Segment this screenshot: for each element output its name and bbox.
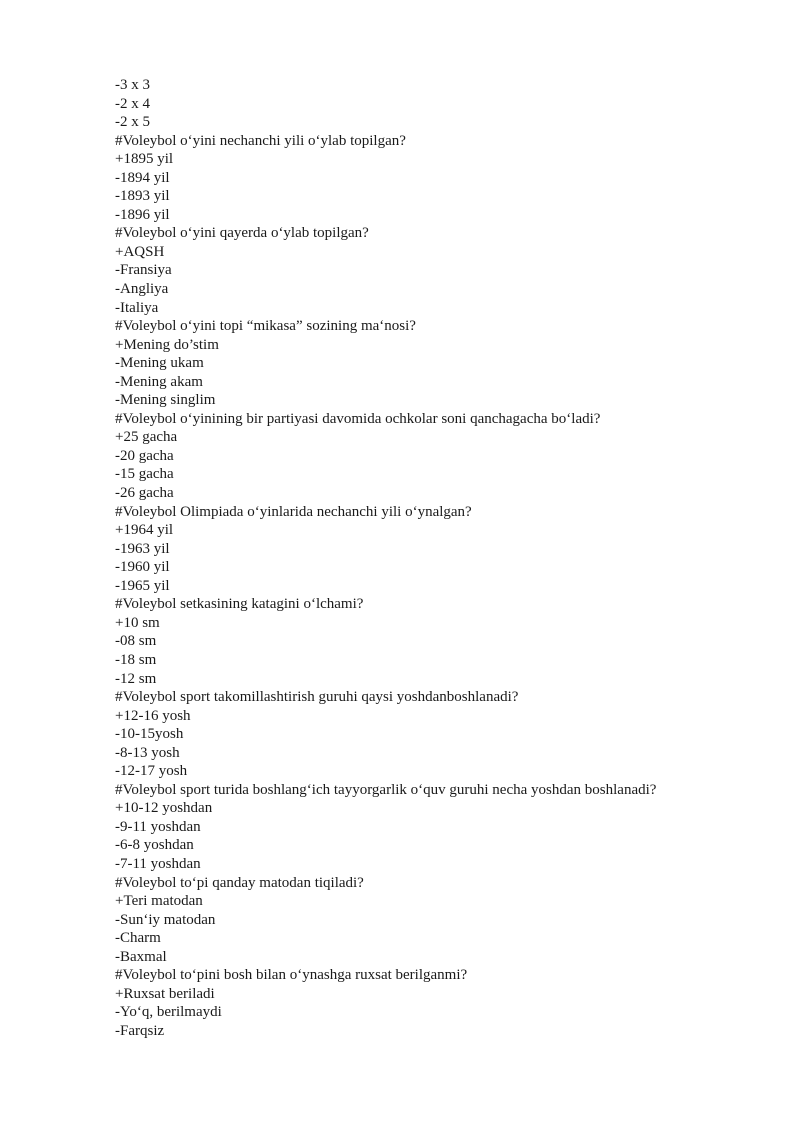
answer-option-line: -9-11 yoshdan: [115, 818, 201, 835]
answer-option-line: -08 sm: [115, 633, 157, 650]
question-line: #Voleybol o‘yinining bir partiyasi davomida ochkolar soni qanchagacha bo‘ladi?: [115, 410, 601, 427]
answer-option-line: -1894 yil: [115, 169, 170, 186]
answer-option-line: -1963 yil: [115, 540, 170, 557]
correct-answer-line: +AQSH: [115, 243, 165, 260]
answer-option-line: -Mening singlim: [115, 392, 216, 409]
answer-option-line: -8-13 yosh: [115, 744, 180, 761]
answer-option-line: -Farqsiz: [115, 1022, 165, 1039]
correct-answer-line: +1895 yil: [115, 151, 174, 168]
question-line: #Voleybol o‘yini qayerda o‘ylab topilgan?: [115, 225, 369, 242]
answer-option-line: -Baxmal: [115, 948, 167, 965]
correct-answer-line: +Ruxsat beriladi: [115, 985, 215, 1002]
question-line: #Voleybol sport turida boshlang‘ich tayyorgarlik o‘quv guruhi necha yoshdan boshlanadi?: [115, 781, 657, 798]
question-line: #Voleybol Olimpiada o‘yinlarida nechanchi yili o‘ynalgan?: [115, 503, 472, 520]
answer-option-line: -15 gacha: [115, 466, 174, 483]
answer-option-line: -12-17 yosh: [115, 763, 188, 780]
correct-answer-line: +Teri matodan: [115, 893, 203, 910]
answer-option-line: -12 sm: [115, 670, 157, 687]
answer-option-line: -Italiya: [115, 299, 159, 316]
question-line: #Voleybol to‘pi qanday matodan tiqiladi?: [115, 874, 364, 891]
answer-option-line: -18 sm: [115, 651, 157, 668]
question-line: #Voleybol o‘yini nechanchi yili o‘ylab topilgan?: [115, 132, 406, 149]
answer-option-line: -2 x 4: [115, 95, 150, 112]
correct-answer-line: +12-16 yosh: [115, 707, 191, 724]
question-line: #Voleybol o‘yini topi “mikasa” sozining ma‘nosi?: [115, 318, 416, 335]
answer-option-line: -Charm: [115, 930, 161, 947]
question-line: #Voleybol to‘pini bosh bilan o‘ynashga ruxsat berilganmi?: [115, 967, 468, 984]
correct-answer-line: +25 gacha: [115, 429, 178, 446]
question-line: #Voleybol sport takomillashtirish guruhi qaysi yoshdanboshlanadi?: [115, 689, 519, 706]
answer-option-line: -2 x 5: [115, 114, 150, 131]
answer-option-line: -10-15yosh: [115, 726, 184, 743]
answer-option-line: -Mening ukam: [115, 355, 204, 372]
answer-option-line: -1896 yil: [115, 206, 170, 223]
correct-answer-line: +1964 yil: [115, 522, 174, 539]
answer-option-line: -6-8 yoshdan: [115, 837, 194, 854]
answer-option-line: -26 gacha: [115, 485, 174, 502]
answer-option-line: -1893 yil: [115, 188, 170, 205]
answer-option-line: -20 gacha: [115, 447, 174, 464]
correct-answer-line: +Mening do’stim: [115, 336, 219, 353]
correct-answer-line: +10-12 yoshdan: [115, 800, 213, 817]
document-body: [115, 76, 755, 1040]
answer-option-line: -1960 yil: [115, 559, 170, 576]
answer-option-line: -Fransiya: [115, 262, 172, 279]
answer-option-line: -Sun‘iy matodan: [115, 911, 216, 928]
answer-option-line: -Yo‘q, berilmaydi: [115, 1004, 222, 1021]
answer-option-line: -1965 yil: [115, 577, 170, 594]
answer-option-line: -Mening akam: [115, 373, 203, 390]
answer-option-line: -Angliya: [115, 281, 169, 298]
answer-option-line: -3 x 3: [115, 77, 150, 93]
correct-answer-line: +10 sm: [115, 614, 160, 631]
answer-option-line: -7-11 yoshdan: [115, 855, 201, 872]
question-line: #Voleybol setkasining katagini o‘lchami?: [115, 596, 364, 613]
